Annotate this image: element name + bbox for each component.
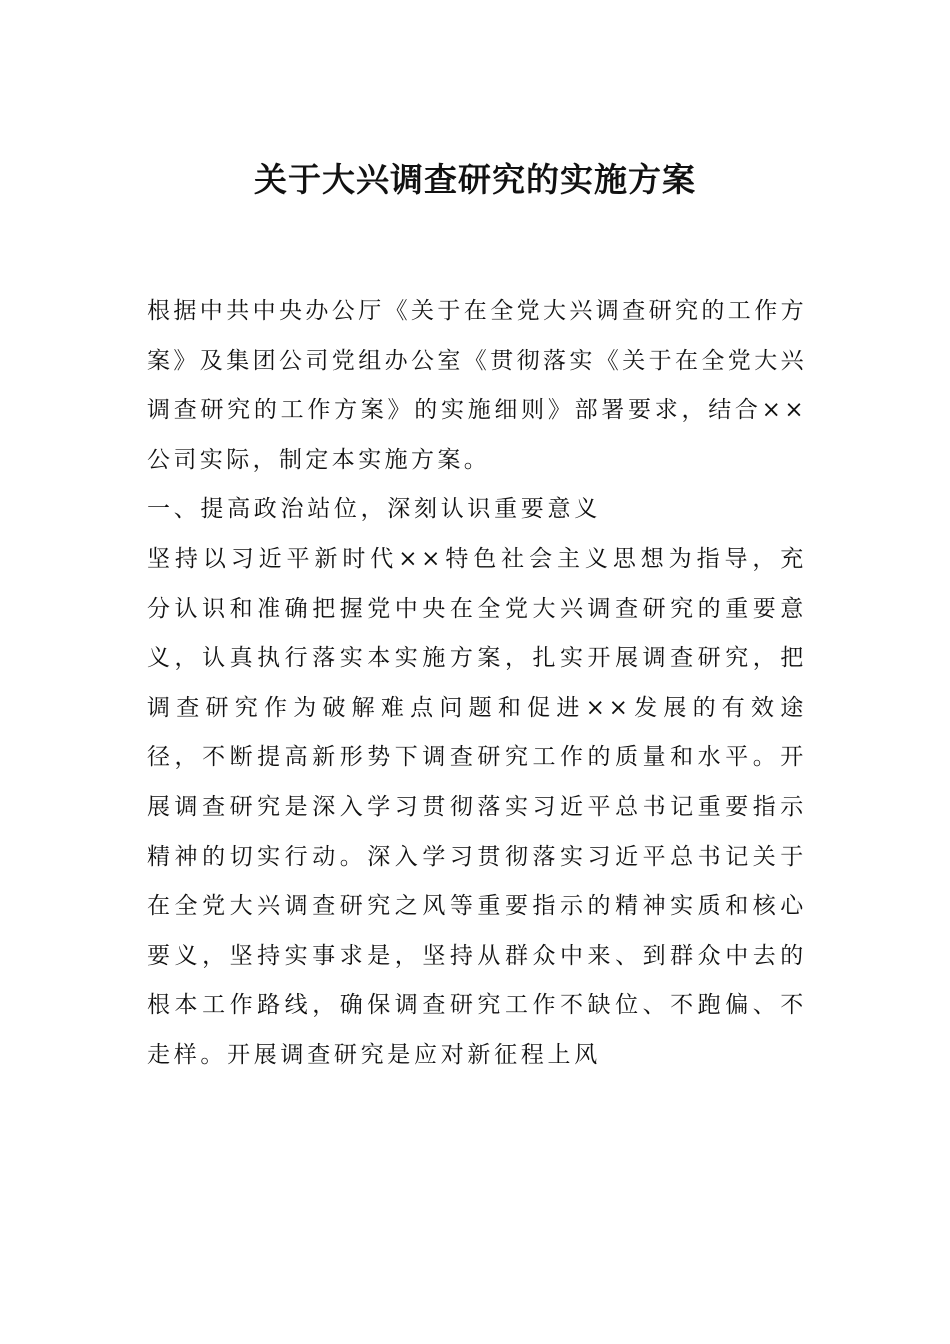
section-heading-1: 一、提高政治站位，深刻认识重要意义: [147, 496, 601, 523]
document-body: [147, 287, 807, 1081]
section-1-paragraph: 坚持以习近平新时代××特色社会主义思想为指导，充分认识和准确把握党中央在全党大兴调查研究的重要意义，认真执行落实本实施方案，扎实开展调查研究，把调查研究作为破解难点问题和促进××发展的有效途径，不断提高新形势下调查研究工作的质量和水平。开展调查研究是深入学习贯彻落实习近平总书记重要指示精神的切实行动。深入学习贯彻落实习近平总书记关于在全党大兴调查研究之风等重要指示的精神实质和核心要义，坚持实事求是，坚持从群众中来、到群众中去的根本工作路线，确保调查研究工作不缺位、不跑偏、不走样。开展调查研究是应对新征程上风: [147, 545, 807, 1068]
intro-paragraph: 根据中共中央办公厅《关于在全党大兴调查研究的工作方案》及集团公司党组办公室《贯彻落实《关于在全党大兴调查研究的工作方案》的实施细则》部署要求，结合××公司实际，制定本实施方案。: [147, 298, 807, 473]
document-title: 关于大兴调查研究的实施方案: [254, 160, 696, 199]
